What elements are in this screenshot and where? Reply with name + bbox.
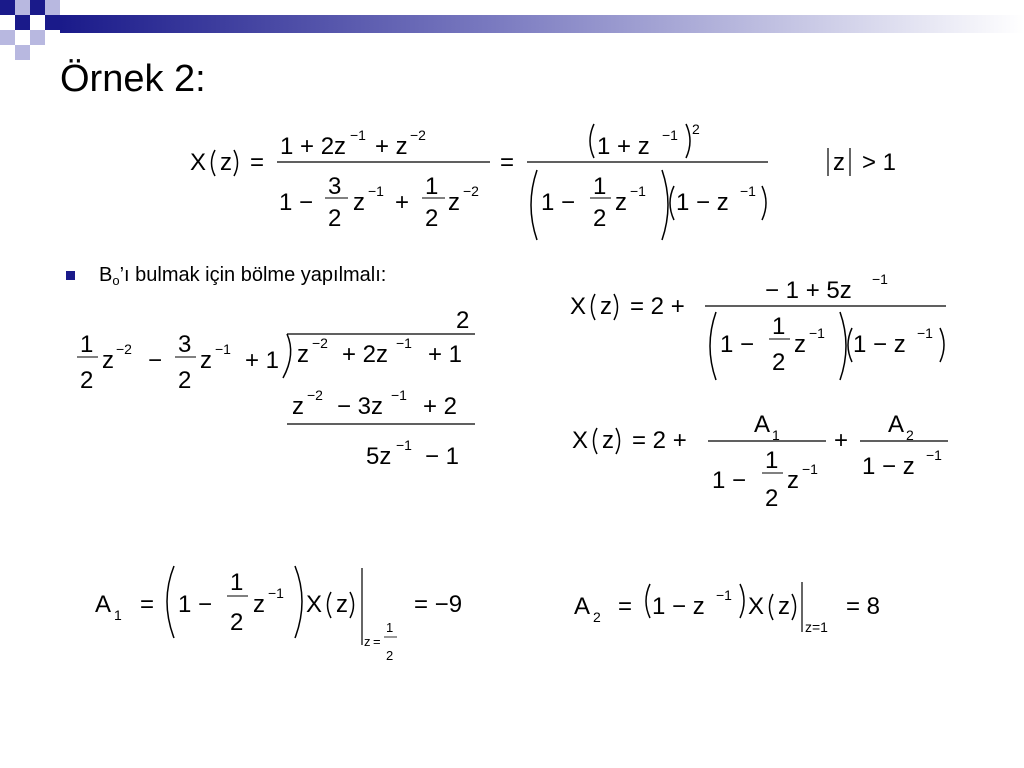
svg-text:−1: −1	[662, 127, 678, 143]
svg-text:2: 2	[456, 307, 470, 334]
svg-text:−2: −2	[410, 127, 426, 143]
svg-text:= 2 +: = 2 +	[630, 293, 685, 320]
svg-text:z: z	[336, 591, 348, 618]
svg-text:+: +	[834, 427, 849, 454]
svg-text:1: 1	[80, 331, 94, 358]
svg-text:1 + 2z: 1 + 2z	[280, 133, 347, 160]
svg-text:> 1: > 1	[862, 149, 897, 176]
svg-text:1 −: 1 −	[541, 189, 576, 216]
svg-text:2: 2	[425, 205, 439, 232]
svg-text:1: 1	[765, 447, 779, 474]
svg-text:3: 3	[328, 173, 342, 200]
svg-text:+ 1: + 1	[428, 341, 463, 368]
svg-text:= −9: = −9	[414, 591, 463, 618]
svg-text:+ 2z: + 2z	[342, 341, 389, 368]
svg-text:= 8: = 8	[846, 593, 881, 620]
svg-text:z: z	[200, 347, 212, 374]
svg-text:−1: −1	[630, 183, 646, 199]
svg-text:1: 1	[386, 620, 394, 635]
svg-text:−1: −1	[396, 437, 412, 453]
svg-text:1 + z: 1 + z	[597, 133, 650, 160]
svg-text:2: 2	[328, 205, 342, 232]
svg-text:z: z	[353, 189, 365, 216]
svg-text:z: z	[253, 591, 265, 618]
svg-text:−1: −1	[396, 335, 412, 351]
svg-text:+ z: + z	[375, 133, 408, 160]
svg-text:− 1 + 5z: − 1 + 5z	[765, 277, 852, 304]
svg-text:−1: −1	[917, 325, 933, 341]
svg-text:=: =	[618, 593, 633, 620]
svg-text:−: −	[148, 347, 163, 374]
svg-text:3: 3	[178, 331, 192, 358]
svg-text:z: z	[794, 331, 806, 358]
svg-text:z: z	[787, 467, 799, 494]
svg-text:A: A	[888, 411, 905, 438]
svg-text:−1: −1	[268, 585, 284, 601]
svg-text:2: 2	[692, 121, 700, 137]
svg-text:X: X	[306, 591, 323, 618]
svg-text:=: =	[250, 149, 265, 176]
svg-text:−2: −2	[312, 335, 328, 351]
svg-text:−2: −2	[463, 183, 479, 199]
svg-text:1 −: 1 −	[279, 189, 314, 216]
svg-text:2: 2	[386, 648, 394, 663]
svg-text:z: z	[292, 393, 304, 420]
svg-text:1: 1	[593, 173, 607, 200]
svg-text:2: 2	[80, 367, 94, 394]
svg-text:2: 2	[230, 609, 244, 636]
svg-text:1: 1	[772, 313, 786, 340]
svg-text:5z: 5z	[366, 443, 392, 470]
svg-text:=: =	[500, 149, 515, 176]
svg-text:1 − z: 1 − z	[853, 331, 906, 358]
svg-text:+ 1: + 1	[245, 347, 280, 374]
svg-text:z: z	[102, 347, 114, 374]
svg-text:−1: −1	[872, 271, 888, 287]
svg-text:z: z	[297, 341, 309, 368]
svg-text:X: X	[572, 427, 589, 454]
svg-text:X: X	[570, 293, 587, 320]
svg-text:X: X	[190, 149, 207, 176]
svg-text:−1: −1	[809, 325, 825, 341]
svg-text:2: 2	[593, 205, 607, 232]
bullet-text-sub: o	[112, 273, 120, 288]
svg-text:− 3z: − 3z	[337, 393, 384, 420]
svg-text:1: 1	[230, 569, 244, 596]
svg-text:+: +	[395, 189, 410, 216]
svg-text:−1: −1	[368, 183, 384, 199]
svg-text:z=1: z=1	[805, 619, 828, 635]
svg-text:2: 2	[178, 367, 192, 394]
svg-text:2: 2	[765, 485, 779, 512]
svg-text:−1: −1	[391, 387, 407, 403]
svg-text:+ 2: + 2	[423, 393, 458, 420]
svg-text:−1: −1	[716, 587, 732, 603]
svg-text:− 1: − 1	[425, 443, 460, 470]
svg-text:z: z	[833, 149, 845, 176]
svg-text:−2: −2	[116, 341, 132, 357]
svg-text:A: A	[754, 411, 771, 438]
svg-text:−1: −1	[215, 341, 231, 357]
svg-text:z: z	[615, 189, 627, 216]
svg-text:2: 2	[772, 349, 786, 376]
bullet-text-rest: ’ı bulmak için bölme yapılmalı:	[119, 264, 387, 286]
svg-text:=: =	[373, 634, 381, 649]
svg-text:z: z	[220, 149, 232, 176]
svg-text:X: X	[748, 593, 765, 620]
slide-title: Örnek 2:	[60, 58, 206, 100]
svg-text:1: 1	[114, 607, 122, 623]
svg-text:z: z	[600, 293, 612, 320]
svg-text:−2: −2	[307, 387, 323, 403]
svg-text:1 − z: 1 − z	[862, 453, 915, 480]
svg-text:−1: −1	[802, 461, 818, 477]
svg-text:z: z	[364, 634, 371, 649]
svg-text:2: 2	[593, 609, 601, 625]
svg-text:=: =	[140, 591, 155, 618]
bullet-text-b: B	[99, 264, 113, 286]
svg-text:1 −: 1 −	[712, 467, 747, 494]
svg-text:1 −: 1 −	[178, 591, 213, 618]
svg-text:−1: −1	[350, 127, 366, 143]
svg-text:−1: −1	[926, 447, 942, 463]
svg-text:1 − z: 1 − z	[652, 593, 705, 620]
svg-text:2: 2	[906, 427, 914, 443]
svg-text:1: 1	[772, 427, 780, 443]
svg-text:z: z	[778, 593, 790, 620]
svg-text:1: 1	[425, 173, 439, 200]
svg-text:z: z	[448, 189, 460, 216]
svg-text:A: A	[574, 593, 591, 620]
svg-text:1 − z: 1 − z	[676, 189, 729, 216]
svg-text:A: A	[95, 591, 112, 618]
svg-text:1 −: 1 −	[720, 331, 755, 358]
svg-text:z: z	[602, 427, 614, 454]
svg-text:−1: −1	[740, 183, 756, 199]
svg-text:= 2 +: = 2 +	[632, 427, 687, 454]
